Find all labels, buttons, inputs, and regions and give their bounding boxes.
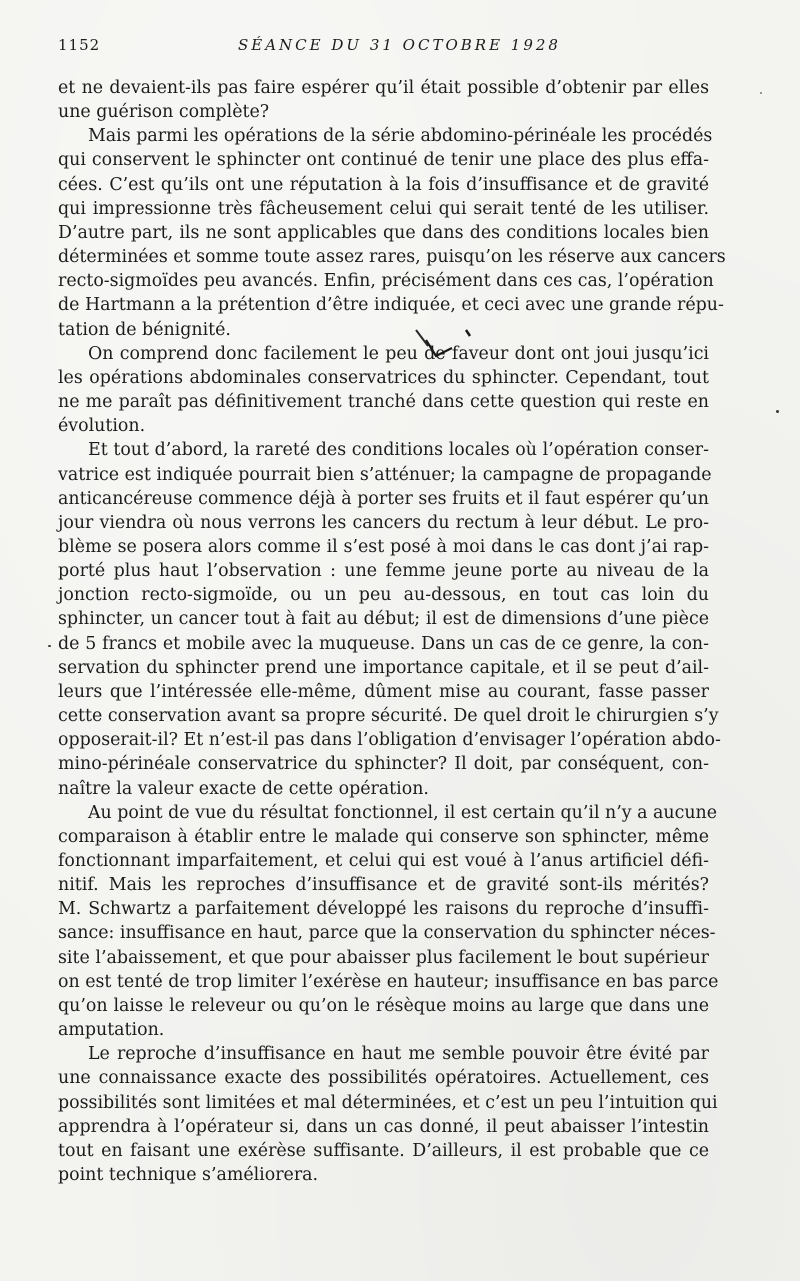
- text-line: jour viendra où nous verrons les cancers du rectum à leur début. Le pro-: [58, 512, 709, 533]
- text-line: comparaison à établir entre le malade qui conserve son sphincter, même: [58, 826, 709, 847]
- text-line: et ne devaient-ils pas faire espérer qu’il était possible d’obtenir par elles: [58, 78, 709, 98]
- text-line: tation de bénignité.: [58, 319, 231, 340]
- text-line: nitif. Mais les reproches d’insuffisance et de gravité sont-ils mérités?: [58, 875, 709, 896]
- paragraph: [58, 342, 709, 439]
- text-line: site l’abaissement, et que pour abaisser plus facilement le bout supérieur: [58, 947, 709, 968]
- text-line: blème se posera alors comme il s’est posé à moi dans le cas dont j’ai rap-: [58, 536, 709, 557]
- text-line: leurs que l’intéressée elle-même, dûment mise au courant, fasse passer: [58, 681, 709, 702]
- text-line: de Hartmann a la prétention d’être indiquée, et ceci avec une grande répu-: [58, 295, 724, 316]
- page-header: [58, 36, 734, 60]
- text-line: jonction recto-sigmoïde, ou un peu au-dessous, en tout cas loin du: [58, 585, 709, 606]
- text-line: servation du sphincter prend une importance capitale, et il se peut d’ail-: [58, 657, 709, 678]
- text-line: possibilités sont limitées et mal déterminées, et c’est un peu l’intuition qui: [58, 1092, 718, 1113]
- text-line: vatrice est indiquée pourrait bien s’atténuer; la campagne de propagande: [58, 464, 712, 485]
- text-line: sphincter, un cancer tout à fait au début; il est de dimensions d’une pièce: [58, 609, 709, 630]
- running-head: SÉANCE DU 31 OCTOBRE 1928: [238, 36, 561, 54]
- page-number: 1152: [58, 36, 101, 54]
- paragraph: [58, 124, 726, 341]
- scan-speck: [776, 410, 779, 413]
- text-line: les opérations abdominales conservatrices du sphincter. Cependant, tout: [58, 367, 709, 388]
- text-line: évolution.: [58, 416, 146, 437]
- text-line: M. Schwartz a parfaitement développé les raisons du reproche d’insuffi-: [58, 899, 709, 920]
- text-line: naître la valeur exacte de cette opération.: [58, 778, 429, 799]
- text-line: cette conservation avant sa propre sécurité. De quel droit le chirurgien s’y: [58, 706, 719, 727]
- scan-speck: [48, 645, 51, 647]
- text-line: On comprend donc facilement le peu de faveur dont ont joui jusqu’ici: [88, 343, 709, 364]
- paragraph: [58, 801, 719, 1043]
- text-line: apprendra à l’opérateur si, dans un cas donné, il peut abaisser l’intestin: [58, 1116, 709, 1137]
- text-line: D’autre part, ils ne sont applicables que dans des conditions locales bien: [58, 222, 709, 243]
- text-line: Mais parmi les opérations de la série abdomino-périnéale les procédés: [88, 126, 713, 147]
- text-line: une connaissance exacte des possibilités opératoires. Actuellement, ces: [58, 1068, 709, 1089]
- text-line: Le reproche d’insuffisance en haut me semble pouvoir être évité par: [88, 1044, 709, 1065]
- body-text: [58, 76, 726, 1187]
- scan-speck: [760, 92, 762, 94]
- text-line: de 5 francs et mobile avec la muqueuse. Dans un cas de ce genre, la con-: [58, 633, 709, 654]
- paragraph: [58, 438, 721, 800]
- text-line: qui conservent le sphincter ont continué de tenir une place des plus effa-: [58, 150, 709, 171]
- text-line: qu’on laisse le releveur ou qu’on le résèque moins au large que dans une: [58, 995, 709, 1016]
- text-line: déterminées et somme toute assez rares, puisqu’on les réserve aux cancers: [58, 247, 726, 268]
- text-line: Au point de vue du résultat fonctionnel, il est certain qu’il n’y a aucune: [88, 802, 718, 823]
- text-line: ne me paraît pas définitivement tranché dans cette question qui reste en: [58, 392, 709, 413]
- text-line: on est tenté de trop limiter l’exérèse en hauteur; insuffisance en bas parce: [58, 971, 719, 992]
- text-line: mino-périnéale conservatrice du sphincter? Il doit, par conséquent, con-: [58, 754, 709, 775]
- text-line: opposerait-il? Et n’est-il pas dans l’obligation d’envisager l’opération abdo-: [58, 730, 721, 751]
- paragraph: [58, 76, 709, 124]
- text-line: sance: insuffisance en haut, parce que la conservation du sphincter néces-: [58, 923, 716, 944]
- text-line: point technique s’améliorera.: [58, 1165, 319, 1186]
- paragraph: [58, 1042, 718, 1187]
- text-line: cées. C’est qu’ils ont une réputation à la fois d’insuffisance et de gravité: [58, 174, 709, 195]
- text-line: amputation.: [58, 1020, 165, 1041]
- text-line: Et tout d’abord, la rareté des conditions locales où l’opération conser-: [88, 440, 709, 461]
- text-line: tout en faisant une exérèse suffisante. D’ailleurs, il est probable que ce: [58, 1140, 709, 1161]
- text-line: porté plus haut l’observation : une femme jeune porte au niveau de la: [58, 561, 709, 582]
- text-line: fonctionnant imparfaitement, et celui qui est voué à l’anus artificiel défi-: [58, 851, 709, 871]
- text-line: recto-sigmoïdes peu avancés. Enfin, précisément dans ces cas, l’opération: [58, 271, 714, 292]
- text-line: anticancéreuse commence déjà à porter ses fruits et il faut espérer qu’un: [58, 488, 709, 509]
- text-line: qui impressionne très fâcheusement celui qui serait tenté de les utiliser.: [58, 198, 709, 219]
- text-line: une guérison complète?: [58, 102, 270, 123]
